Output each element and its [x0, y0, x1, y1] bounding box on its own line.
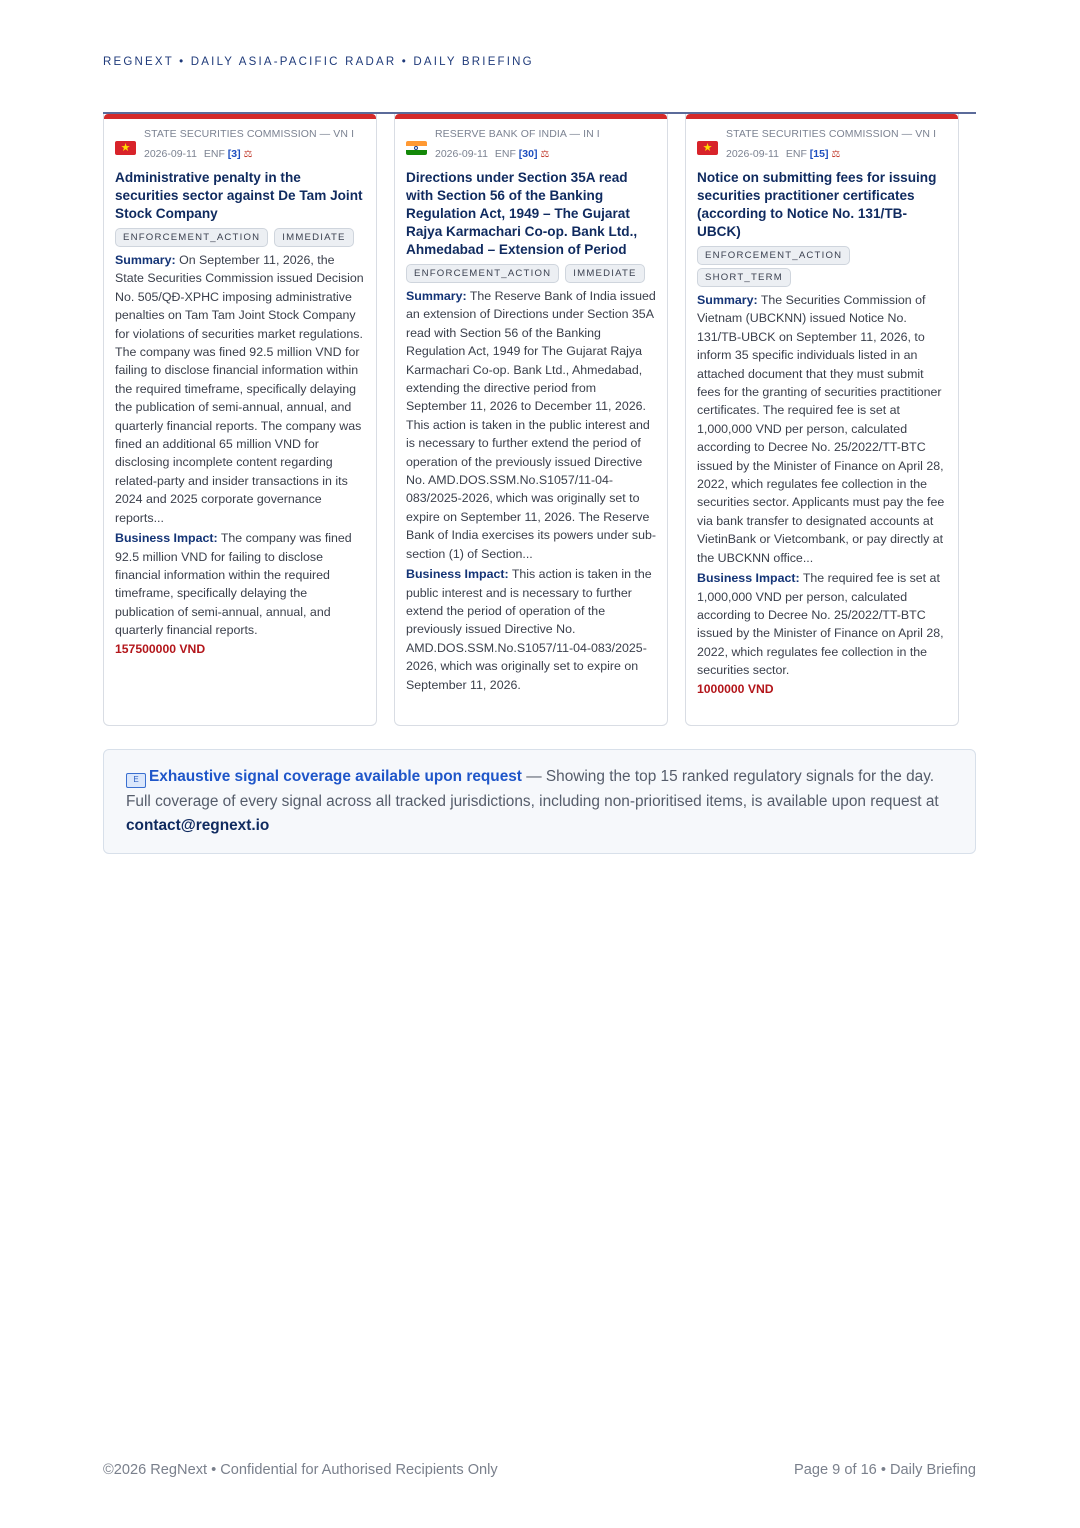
card-summary: [697, 291, 948, 567]
coverage-notice: [103, 749, 976, 854]
card-tags: [697, 245, 948, 289]
signal-card[interactable]: [103, 114, 377, 726]
footer-copyright: ©2026 RegNext • Confidential for Authorised Recipients Only: [103, 1462, 498, 1478]
card-impact: [115, 529, 366, 639]
page-header: REGNEXT • DAILY ASIA-PACIFIC RADAR • DAILY BRIEFING: [103, 56, 534, 68]
tag-badge: IMMEDIATE: [274, 228, 353, 247]
vietnam-flag-icon: ★: [115, 141, 136, 155]
tag-badge: SHORT_TERM: [697, 268, 791, 287]
card-dateline: [726, 148, 840, 160]
card-date: 2026-09-11: [435, 148, 488, 160]
card-dateline: [435, 148, 549, 160]
signal-card[interactable]: [394, 114, 668, 726]
summary-text: The Reserve Bank of India issued an extension of Directions under Section 35A read with Section 56 of the Banking Regulation Act, 1949 for The Gujarat Rajya Karmachari Co-op. Bank Ltd., Ahmedabad, extending the directive period from September 11, 2026 to December 11, 2026. This action is taken in the public interest and is necessary to further extend the period of operation of the previously issued Directive No. AMD.DOS.SSM.No.S1057/11-04-083/2025-2026, which was originally set to expire on September 11, 2026. The Reserve Bank of India exercises its powers under sub-section (1) of Section...: [406, 289, 657, 561]
card-accent-bar: [686, 114, 958, 119]
scales-icon: ⚖: [243, 149, 253, 160]
card-agency: STATE SECURITIES COMMISSION — VN I: [144, 128, 355, 140]
card-impact: [697, 569, 948, 679]
card-tags: [406, 263, 657, 285]
contact-email-link[interactable]: contact@regnext.io: [126, 817, 270, 835]
card-summary: [115, 251, 366, 527]
signal-cards: [103, 114, 976, 728]
tag-badge: ENFORCEMENT_ACTION: [115, 228, 268, 247]
impact-label: Business Impact:: [406, 567, 509, 582]
card-ref-link[interactable]: [3]: [227, 148, 241, 160]
summary-label: Summary:: [697, 293, 758, 307]
card-date: 2026-09-11: [726, 148, 779, 160]
penalty-amount: 1000000 VND: [697, 681, 774, 696]
penalty-amount: 157500000 VND: [115, 641, 206, 656]
tag-badge: ENFORCEMENT_ACTION: [697, 246, 850, 265]
tag-badge: ENFORCEMENT_ACTION: [406, 264, 559, 283]
impact-text: The company was fined 92.5 million VND for failing to disclose financial information within the required timeframe, specifically delaying the publication of semi-annual, annual, and quarterly financial reports.: [115, 531, 352, 638]
card-enf: ENF: [785, 148, 807, 160]
notice-text: — Showing the top 15 ranked regulatory signals for the day. Full coverage of every signal across all tracked jurisdictions, including non-prioritised items, is available upon request at: [126, 768, 939, 810]
summary-text: On September 11, 2026, the State Securities Commission issued Decision No. 505/QĐ-XPHC imposing administrative penalties on Tam Tam Joint Stock Company for violations of securities market regulations. The company was fined 92.5 million VND for failing to disclose financial information within the required timeframe, specifically delaying the publication of semi-annual, annual, and quarterly financial reports. The company was fined an additional 65 million VND for disclosing incomplete content regarding related-party and insider transactions in its 2024 and 2025 corporate governance reports...: [115, 253, 364, 525]
scales-icon: ⚖: [540, 149, 550, 160]
card-agency: STATE SECURITIES COMMISSION — VN I: [726, 128, 937, 140]
vietnam-flag-icon: ★: [697, 141, 718, 155]
card-title[interactable]: Notice on submitting fees for issuing securities practitioner certificates (according to Notice No. 131/TB-UBCK): [697, 170, 937, 239]
card-title[interactable]: Administrative penalty in the securities sector against De Tam Joint Stock Company: [115, 170, 363, 221]
card-accent-bar: [104, 114, 376, 119]
impact-text: The required fee is set at 1,000,000 VND per person, calculated according to Decree No. 25/2022/TT-BTC issued by the Minister of Finance on April 28, 2022, which regulates fee collection in the securities sector.: [697, 571, 944, 678]
coverage-request-link[interactable]: Exhaustive signal coverage available upon request: [149, 768, 522, 785]
card-ref-link[interactable]: [15]: [809, 148, 829, 160]
summary-text: The Securities Commission of Vietnam (UBCKNN) issued Notice No. 131/TB-UBCK on September 11, 2026, to inform 35 specific individuals listed in an attached document that they must submit fees for the granting of securities practitioner certificates. The required fee is set at 1,000,000 VND per person, calculated according to Decree No. 25/2022/TT-BTC issued by the Minister of Finance on April 28, 2022, which regulates fee collection in the securities sector. Applicants must pay the fee via bank transfer to designated accounts at VietinBank or Vietcombank, or pay directly at the UBCKNN office...: [697, 293, 945, 565]
card-date: 2026-09-11: [144, 148, 197, 160]
card-accent-bar: [395, 114, 667, 119]
card-tags: [115, 227, 366, 249]
summary-label: Summary:: [406, 289, 467, 303]
card-ref-link[interactable]: [30]: [518, 148, 538, 160]
card-agency: RESERVE BANK OF INDIA — IN I: [435, 128, 600, 140]
tag-badge: IMMEDIATE: [565, 264, 644, 283]
footer-page-info: Page 9 of 16 • Daily Briefing: [794, 1462, 976, 1478]
scales-icon: ⚖: [831, 149, 841, 160]
card-dateline: [144, 148, 253, 160]
card-enf: ENF: [203, 148, 225, 160]
impact-label: Business Impact:: [697, 571, 800, 586]
india-flag-icon: [406, 141, 427, 155]
email-icon: E: [126, 773, 146, 788]
impact-label: Business Impact:: [115, 531, 218, 546]
summary-label: Summary:: [115, 253, 176, 267]
impact-text: This action is taken in the public interest and is necessary to further extend the period of operation of the previously issued Directive No. AMD.DOS.SSM.No.S1057/11-04-083/2025-2026, which was originally set to expire on September 11, 2026.: [406, 567, 652, 692]
card-enf: ENF: [494, 148, 516, 160]
signal-card[interactable]: [685, 114, 959, 726]
card-title[interactable]: Directions under Section 35A read with Section 56 of the Banking Regulation Act, 1949 – The Gujarat Rajya Karmachari Co-op. Bank Ltd., Ahmedabad – Extension of Period: [406, 170, 638, 257]
card-impact: [406, 565, 657, 694]
card-summary: [406, 287, 657, 563]
